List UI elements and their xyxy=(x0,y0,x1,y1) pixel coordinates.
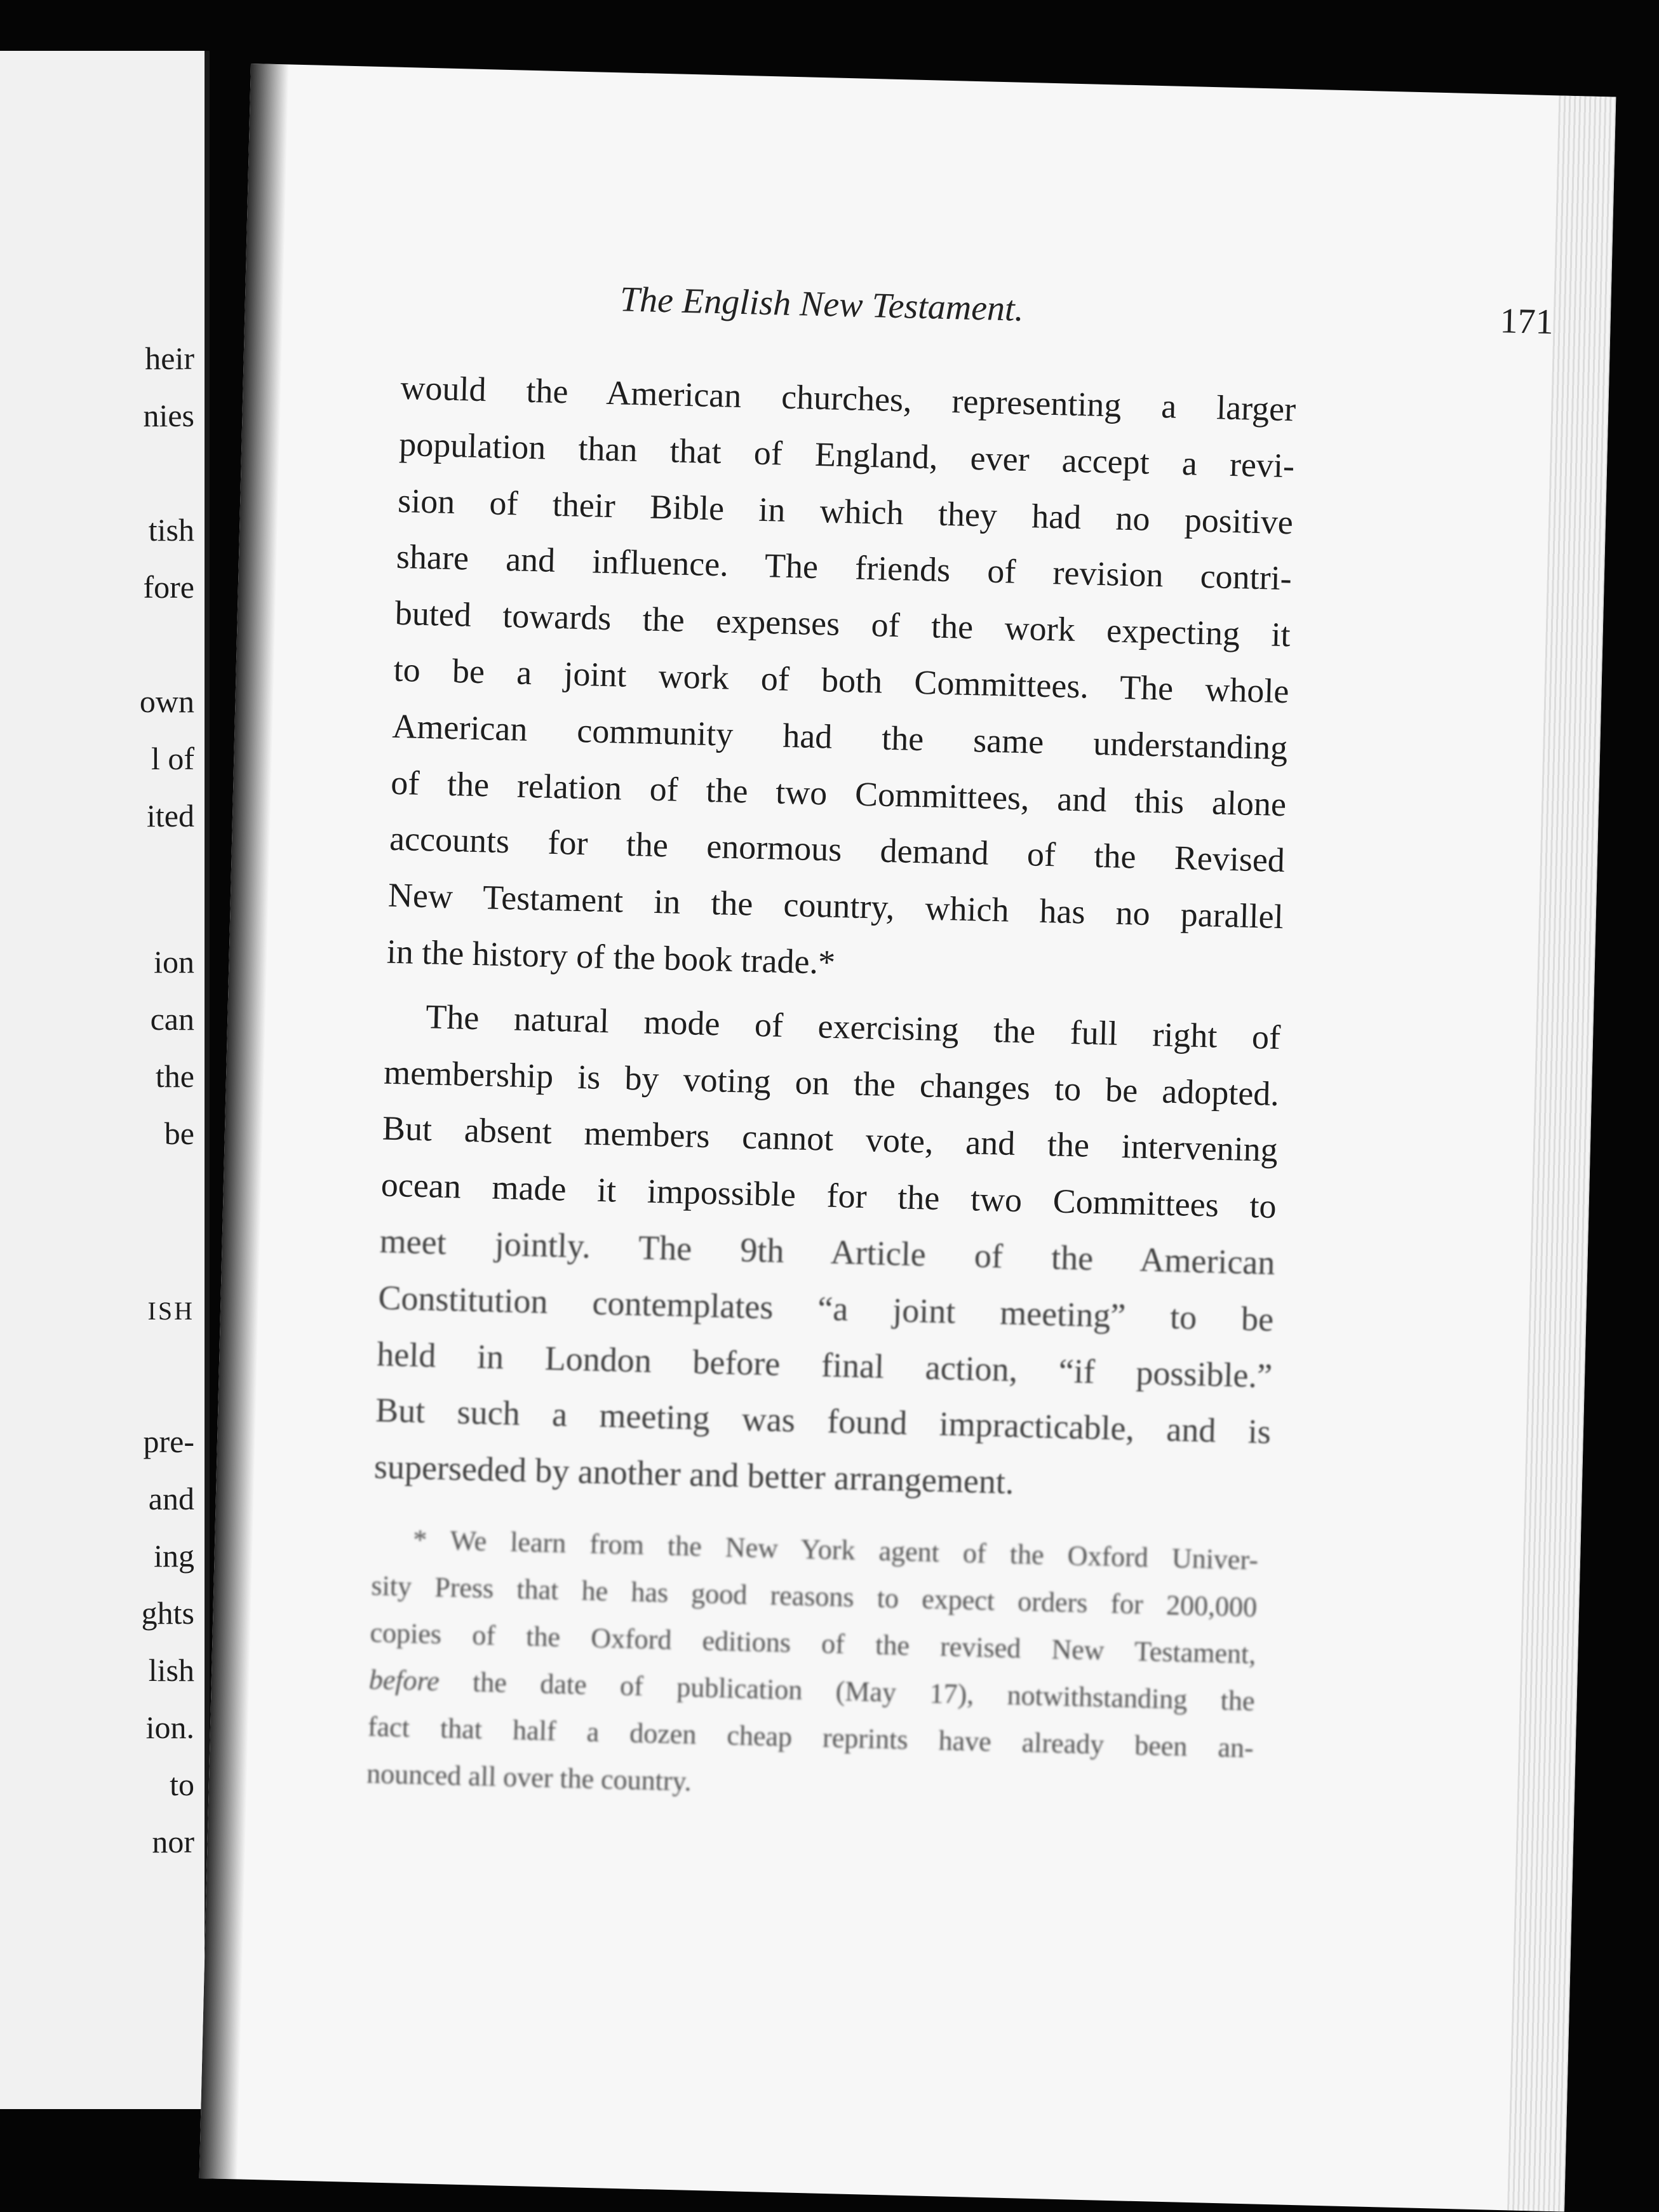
body-line: sion of their Bible in which they had no positive xyxy=(397,481,1294,541)
body-line: buted towards the expenses of the work expecting it xyxy=(394,593,1291,654)
left-page-fragment: nies xyxy=(143,398,194,433)
left-page-fragment: lish xyxy=(148,1652,194,1688)
left-page-fragment: fore xyxy=(143,569,194,605)
body-line: But such a meeting was found impracticable, and is xyxy=(375,1391,1272,1452)
body-line: in the history of the book trade.* xyxy=(386,932,836,981)
footnote-line: fact that half a dozen cheap reprints have already been an- xyxy=(367,1711,1254,1764)
left-page-fragment: ion xyxy=(154,944,194,980)
page-edges xyxy=(1507,95,1616,2211)
footnote-line: nounced all over the country. xyxy=(366,1758,692,1797)
body-text xyxy=(373,360,1296,1517)
body-line: American community had the same understanding xyxy=(391,706,1288,767)
left-page-fragment: can xyxy=(150,1001,194,1037)
left-page-fragment: ited xyxy=(147,798,194,833)
body-line: population than that of England, ever accept a revi- xyxy=(398,424,1295,485)
left-page-fragment: pre- xyxy=(143,1424,194,1459)
body-line: membership is by voting on the changes to be adopted. xyxy=(383,1053,1280,1113)
footnote xyxy=(366,1515,1258,1819)
left-page-fragment: nor xyxy=(152,1824,194,1859)
left-page-fragment: heir xyxy=(145,341,194,376)
body-line: to be a joint work of both Committees. The whole xyxy=(393,650,1290,711)
running-head xyxy=(619,279,1554,346)
running-title: The English New Testament. xyxy=(619,280,1024,329)
left-page-fragment: to xyxy=(170,1767,194,1802)
left-page-fragment: ing xyxy=(154,1538,194,1574)
footnote-line: copies of the Oxford editions of the revised New Testament, xyxy=(370,1617,1256,1670)
left-page-fragment: the xyxy=(155,1058,194,1094)
page-number: 171 xyxy=(1499,301,1554,342)
body-line: The natural mode of exercising the full right of xyxy=(425,997,1281,1056)
left-page-fragment: ghts xyxy=(141,1595,194,1631)
body-line: would the American churches, representing a larger xyxy=(400,368,1296,429)
left-page-fragment: ion. xyxy=(145,1710,194,1745)
left-page-fragment: ISH xyxy=(147,1297,194,1325)
footnote-line: before the date of publication (May 17), notwithstanding the xyxy=(368,1664,1256,1717)
body-line: held in London before final action, “if possible.” xyxy=(376,1335,1273,1395)
body-line: meet jointly. The 9th Article of the American xyxy=(379,1222,1276,1282)
body-line: New Testament in the country, which has no parallel xyxy=(387,875,1284,936)
body-line: But absent members cannot vote, and the intervening xyxy=(382,1109,1279,1170)
body-line: share and influence. The friends of revision contri- xyxy=(396,537,1293,598)
body-line: accounts for the enormous demand of the Revised xyxy=(389,819,1286,880)
left-page-fragment: l of xyxy=(151,741,194,776)
body-line: superseded by another and better arrangement. xyxy=(373,1447,1015,1502)
left-page-fragment: tish xyxy=(148,512,194,548)
body-line: of the relation of the two Committees, and this alone xyxy=(390,763,1287,823)
left-page xyxy=(0,51,210,2109)
footnote-line: sity Press that he has good reasons to expect orders for 200,000 xyxy=(370,1570,1258,1623)
body-line: Constitution contemplates “a joint meeting” to be xyxy=(377,1278,1274,1339)
left-page-fragment: and xyxy=(148,1481,194,1516)
left-page-fragment: own xyxy=(139,684,194,719)
right-page xyxy=(199,64,1616,2212)
page-gutter-shadow xyxy=(199,64,289,2179)
footnote-line: * We learn from the New York agent of the Oxford Univer- xyxy=(412,1523,1259,1576)
body-line: ocean made it impossible for the two Committees to xyxy=(380,1165,1277,1226)
left-page-fragment: be xyxy=(164,1116,194,1151)
